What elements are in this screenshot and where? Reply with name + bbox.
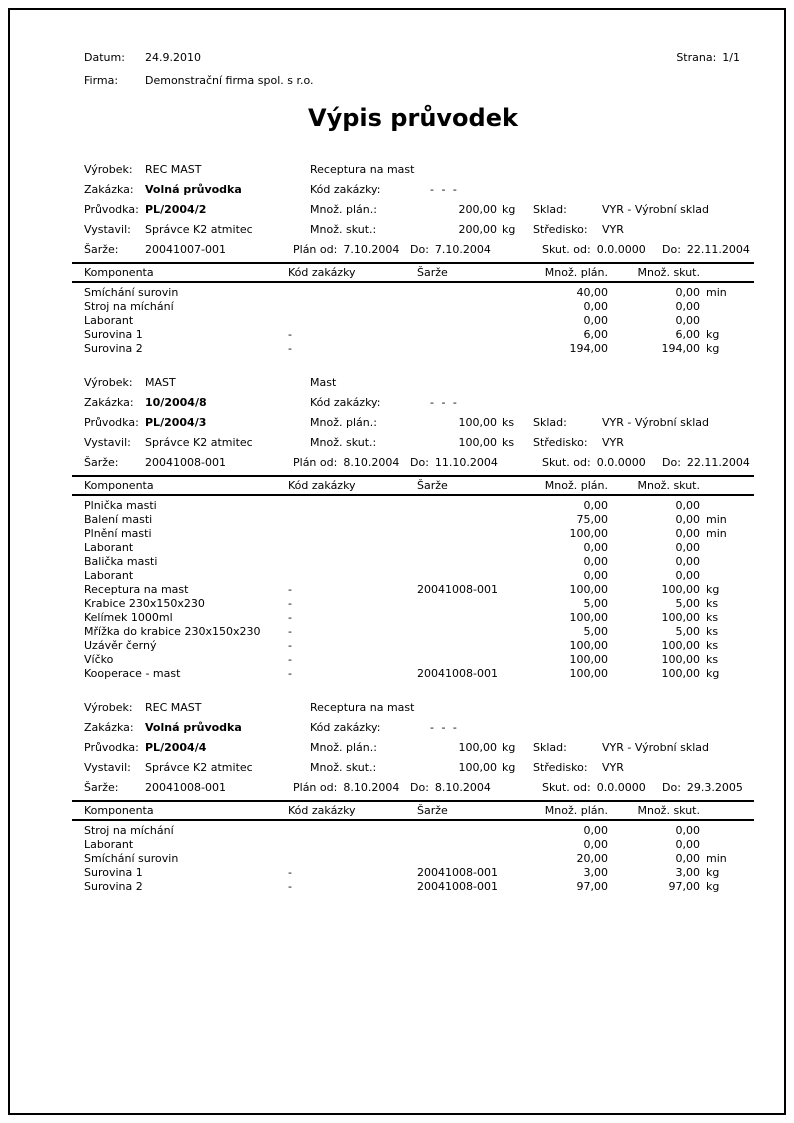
mnoz-plan-unit: ks (502, 416, 515, 429)
component-unit: ks (706, 625, 719, 638)
report-page (8, 8, 786, 1115)
component-mnoz-skut: 5,00 (675, 625, 700, 638)
component-row (72, 541, 754, 555)
vyrobek-row (72, 373, 754, 393)
pruvodka-row (72, 413, 754, 433)
component-mnoz-skut: 0,00 (675, 541, 700, 554)
sklad-label: Sklad: (533, 416, 567, 429)
vyrobek-value: REC MAST (145, 163, 202, 176)
sarze-label: Šarže: (84, 243, 119, 256)
component-mnoz-plan: 97,00 (576, 880, 608, 893)
vyrobek-popis: Receptura na mast (310, 163, 415, 176)
mnoz-skut-unit: kg (502, 223, 516, 236)
skut-od-label: Skut. od: (542, 781, 591, 794)
component-mnoz-plan: 40,00 (576, 286, 608, 299)
component-unit: kg (706, 866, 720, 879)
plan-do (410, 778, 491, 798)
mnoz-plan-value: 100,00 (458, 741, 497, 754)
component-mnoz-plan: 5,00 (583, 597, 608, 610)
component-kod-zakazky: - (288, 667, 292, 680)
component-name: Laborant (84, 569, 134, 582)
vyrobek-value: REC MAST (145, 701, 202, 714)
vystavil-label: Vystavil: (84, 761, 131, 774)
mnoz-skut-unit: ks (502, 436, 515, 449)
plan-od-value: 8.10.2004 (343, 781, 400, 794)
component-mnoz-plan: 3,00 (583, 866, 608, 879)
plan-do (410, 240, 491, 260)
component-row (72, 852, 754, 866)
vyrobek-popis: Receptura na mast (310, 701, 415, 714)
pruvodka-value: PL/2004/2 (145, 203, 207, 216)
component-row (72, 314, 754, 328)
firm-value: Demonstrační firma spol. s r.o. (145, 74, 314, 87)
component-row (72, 838, 754, 852)
firm-label: Firma: (84, 74, 119, 87)
component-sarze: 20041008-001 (417, 583, 498, 596)
order-block (72, 160, 754, 356)
component-mnoz-skut: 0,00 (675, 569, 700, 582)
page-number (676, 46, 740, 69)
skut-od (542, 240, 646, 260)
skut-do (662, 453, 750, 473)
plan-od (293, 778, 399, 798)
komponenta-header: Komponenta (84, 479, 154, 492)
sklad-value: VYR - Výrobní sklad (602, 203, 709, 216)
component-mnoz-plan: 20,00 (576, 852, 608, 865)
vystavil-row (72, 758, 754, 778)
skut-do (662, 240, 750, 260)
plan-do-value: 8.10.2004 (434, 781, 491, 794)
vyrobek-row (72, 698, 754, 718)
component-kod-zakazky: - (288, 866, 292, 879)
component-mnoz-plan: 100,00 (569, 527, 608, 540)
sarze-header: Šarže (417, 479, 448, 492)
vystavil-label: Vystavil: (84, 436, 131, 449)
mnoz-skut-value: 200,00 (458, 223, 497, 236)
component-mnoz-skut: 100,00 (661, 639, 700, 652)
vystavil-row (72, 433, 754, 453)
vyrobek-value: MAST (145, 376, 176, 389)
component-unit: ks (706, 653, 719, 666)
kod-zakazky-header: Kód zakázky (288, 804, 356, 817)
zakazka-value: 10/2004/8 (145, 396, 207, 409)
component-unit: kg (706, 880, 720, 893)
plan-do-value: 11.10.2004 (434, 456, 498, 469)
component-mnoz-skut: 0,00 (675, 527, 700, 540)
mnoz-plan-header: Množ. plán. (544, 804, 608, 817)
report-header (72, 10, 754, 92)
date-value: 24.9.2010 (145, 51, 201, 64)
component-name: Receptura na mast (84, 583, 189, 596)
component-mnoz-skut: 3,00 (675, 866, 700, 879)
component-row (72, 611, 754, 625)
component-name: Plnička masti (84, 499, 157, 512)
zakazka-row (72, 180, 754, 200)
component-unit: min (706, 513, 727, 526)
component-mnoz-skut: 0,00 (675, 838, 700, 851)
sarze-label: Šarže: (84, 456, 119, 469)
sarze-row (72, 778, 754, 798)
component-mnoz-skut: 0,00 (675, 555, 700, 568)
component-mnoz-plan: 0,00 (583, 499, 608, 512)
component-mnoz-skut: 0,00 (675, 852, 700, 865)
kod-zakazky-header: Kód zakázky (288, 479, 356, 492)
vyrobek-row (72, 160, 754, 180)
components-header-row (72, 477, 754, 496)
component-unit: min (706, 286, 727, 299)
component-row (72, 342, 754, 356)
skut-do-label: Do: (662, 781, 681, 794)
component-name: Stroj na míchání (84, 824, 174, 837)
zakazka-label: Zakázka: (84, 396, 134, 409)
pruvodka-row (72, 200, 754, 220)
component-mnoz-skut: 5,00 (675, 597, 700, 610)
component-mnoz-skut: 100,00 (661, 611, 700, 624)
component-mnoz-skut: 0,00 (675, 314, 700, 327)
mnoz-skut-label: Množ. skut.: (310, 761, 377, 774)
page-number-label: Strana: (676, 51, 717, 64)
component-name: Krabice 230x150x230 (84, 597, 205, 610)
component-mnoz-plan: 0,00 (583, 314, 608, 327)
component-mnoz-plan: 100,00 (569, 611, 608, 624)
sarze-header: Šarže (417, 266, 448, 279)
components-body (72, 821, 754, 894)
component-name: Surovina 1 (84, 328, 143, 341)
component-mnoz-plan: 0,00 (583, 824, 608, 837)
component-row (72, 499, 754, 513)
component-row (72, 639, 754, 653)
zakazka-label: Zakázka: (84, 721, 134, 734)
vystavil-row (72, 220, 754, 240)
vyrobek-label: Výrobek: (84, 163, 133, 176)
component-mnoz-plan: 100,00 (569, 639, 608, 652)
stredisko-label: Středisko: (533, 761, 588, 774)
kod-zakazky-label: Kód zakázky: (310, 721, 381, 734)
mnoz-plan-label: Množ. plán.: (310, 416, 377, 429)
component-kod-zakazky: - (288, 328, 292, 341)
mnoz-skut-value: 100,00 (458, 436, 497, 449)
component-name: Smíchání surovin (84, 286, 179, 299)
kod-zakazky-label: Kód zakázky: (310, 396, 381, 409)
component-mnoz-plan: 0,00 (583, 300, 608, 313)
component-name: Uzávěr černý (84, 639, 157, 652)
component-name: Surovina 2 (84, 880, 143, 893)
stredisko-label: Středisko: (533, 436, 588, 449)
pruvodka-label: Průvodka: (84, 416, 139, 429)
component-row (72, 667, 754, 681)
plan-od-label: Plán od: (293, 781, 338, 794)
sarze-header: Šarže (417, 804, 448, 817)
page-number-value: 1/1 (722, 51, 740, 64)
sarze-row (72, 240, 754, 260)
stredisko-value: VYR (602, 223, 624, 236)
zakazka-value: Volná průvodka (145, 721, 242, 734)
component-mnoz-skut: 0,00 (675, 286, 700, 299)
component-mnoz-skut: 6,00 (675, 328, 700, 341)
component-mnoz-plan: 194,00 (569, 342, 608, 355)
component-mnoz-plan: 100,00 (569, 667, 608, 680)
komponenta-header: Komponenta (84, 266, 154, 279)
component-row (72, 300, 754, 314)
plan-do-label: Do: (410, 243, 429, 256)
date-label: Datum: (84, 51, 125, 64)
component-mnoz-skut: 0,00 (675, 824, 700, 837)
stredisko-label: Středisko: (533, 223, 588, 236)
plan-do-value: 7.10.2004 (434, 243, 491, 256)
vystavil-value: Správce K2 atmitec (145, 223, 253, 236)
mnoz-plan-value: 100,00 (458, 416, 497, 429)
component-row (72, 625, 754, 639)
plan-do (410, 453, 498, 473)
skut-od (542, 778, 646, 798)
mnoz-plan-header: Množ. plán. (544, 266, 608, 279)
component-mnoz-plan: 0,00 (583, 569, 608, 582)
skut-od-label: Skut. od: (542, 243, 591, 256)
mnoz-skut-unit: kg (502, 761, 516, 774)
stredisko-value: VYR (602, 761, 624, 774)
components-header-row (72, 264, 754, 283)
component-unit: ks (706, 597, 719, 610)
component-name: Mřížka do krabice 230x150x230 (84, 625, 261, 638)
component-kod-zakazky: - (288, 342, 292, 355)
mnoz-skut-header: Množ. skut. (637, 266, 700, 279)
component-sarze: 20041008-001 (417, 880, 498, 893)
component-unit: min (706, 527, 727, 540)
order-block (72, 698, 754, 894)
component-sarze: 20041008-001 (417, 866, 498, 879)
pruvodka-value: PL/2004/4 (145, 741, 207, 754)
zakazka-row (72, 393, 754, 413)
sarze-value: 20041007-001 (145, 243, 226, 256)
component-row (72, 527, 754, 541)
plan-od (293, 453, 399, 473)
component-kod-zakazky: - (288, 880, 292, 893)
component-kod-zakazky: - (288, 611, 292, 624)
component-name: Plnění masti (84, 527, 152, 540)
order-info (72, 160, 754, 264)
component-mnoz-skut: 100,00 (661, 653, 700, 666)
order-block (72, 373, 754, 681)
vystavil-value: Správce K2 atmitec (145, 436, 253, 449)
component-mnoz-plan: 0,00 (583, 838, 608, 851)
component-mnoz-plan: 5,00 (583, 625, 608, 638)
component-mnoz-plan: 6,00 (583, 328, 608, 341)
skut-od-label: Skut. od: (542, 456, 591, 469)
component-row (72, 583, 754, 597)
order-info (72, 373, 754, 477)
component-name: Laborant (84, 838, 134, 851)
component-mnoz-skut: 0,00 (675, 513, 700, 526)
sarze-row (72, 453, 754, 473)
components-body (72, 496, 754, 681)
zakazka-label: Zakázka: (84, 183, 134, 196)
component-name: Surovina 1 (84, 866, 143, 879)
component-name: Laborant (84, 314, 134, 327)
pruvodka-row (72, 738, 754, 758)
vyrobek-label: Výrobek: (84, 701, 133, 714)
component-row (72, 880, 754, 894)
zakazka-value: Volná průvodka (145, 183, 242, 196)
component-mnoz-skut: 97,00 (668, 880, 700, 893)
component-row (72, 597, 754, 611)
skut-do (662, 778, 743, 798)
component-row (72, 653, 754, 667)
component-mnoz-plan: 100,00 (569, 583, 608, 596)
component-kod-zakazky: - (288, 583, 292, 596)
mnoz-skut-label: Množ. skut.: (310, 223, 377, 236)
component-kod-zakazky: - (288, 639, 292, 652)
mnoz-plan-unit: kg (502, 741, 516, 754)
component-row (72, 569, 754, 583)
skut-do-label: Do: (662, 243, 681, 256)
component-name: Surovina 2 (84, 342, 143, 355)
sklad-label: Sklad: (533, 741, 567, 754)
component-mnoz-skut: 0,00 (675, 300, 700, 313)
component-name: Víčko (84, 653, 114, 666)
component-name: Balení masti (84, 513, 153, 526)
mnoz-plan-label: Množ. plán.: (310, 203, 377, 216)
report-title: Výpis průvodek (308, 104, 518, 132)
mnoz-skut-header: Množ. skut. (637, 479, 700, 492)
components-body (72, 283, 754, 356)
component-unit: kg (706, 667, 720, 680)
mnoz-plan-value: 200,00 (458, 203, 497, 216)
component-name: Laborant (84, 541, 134, 554)
component-mnoz-plan: 75,00 (576, 513, 608, 526)
plan-do-label: Do: (410, 781, 429, 794)
mnoz-skut-label: Množ. skut.: (310, 436, 377, 449)
component-unit: min (706, 852, 727, 865)
component-name: Balička masti (84, 555, 158, 568)
component-unit: ks (706, 611, 719, 624)
mnoz-skut-header: Množ. skut. (637, 804, 700, 817)
component-row (72, 328, 754, 342)
kod-zakazky-value: - - - (430, 396, 459, 409)
plan-od-value: 7.10.2004 (343, 243, 400, 256)
component-kod-zakazky: - (288, 625, 292, 638)
skut-od-value: 0.0.0000 (596, 781, 646, 794)
plan-do-label: Do: (410, 456, 429, 469)
component-row (72, 286, 754, 300)
pruvodka-value: PL/2004/3 (145, 416, 207, 429)
pruvodka-label: Průvodka: (84, 741, 139, 754)
component-name: Stroj na míchání (84, 300, 174, 313)
mnoz-skut-value: 100,00 (458, 761, 497, 774)
component-mnoz-skut: 100,00 (661, 667, 700, 680)
vyrobek-label: Výrobek: (84, 376, 133, 389)
vyrobek-popis: Mast (310, 376, 337, 389)
sklad-value: VYR - Výrobní sklad (602, 741, 709, 754)
plan-od-value: 8.10.2004 (343, 456, 400, 469)
component-unit: kg (706, 583, 720, 596)
component-name: Kelímek 1000ml (84, 611, 173, 624)
stredisko-value: VYR (602, 436, 624, 449)
skut-do-value: 29.3.2005 (686, 781, 743, 794)
mnoz-plan-header: Množ. plán. (544, 479, 608, 492)
component-mnoz-plan: 100,00 (569, 653, 608, 666)
sarze-value: 20041008-001 (145, 781, 226, 794)
component-row (72, 555, 754, 569)
sarze-label: Šarže: (84, 781, 119, 794)
plan-od-label: Plán od: (293, 456, 338, 469)
component-unit: ks (706, 639, 719, 652)
sklad-label: Sklad: (533, 203, 567, 216)
component-mnoz-plan: 0,00 (583, 555, 608, 568)
component-row (72, 866, 754, 880)
component-mnoz-skut: 100,00 (661, 583, 700, 596)
component-name: Kooperace - mast (84, 667, 181, 680)
component-kod-zakazky: - (288, 653, 292, 666)
components-header-row (72, 802, 754, 821)
kod-zakazky-value: - - - (430, 721, 459, 734)
sklad-value: VYR - Výrobní sklad (602, 416, 709, 429)
sarze-value: 20041008-001 (145, 456, 226, 469)
component-unit: kg (706, 342, 720, 355)
vystavil-label: Vystavil: (84, 223, 131, 236)
plan-od (293, 240, 399, 260)
pruvodka-label: Průvodka: (84, 203, 139, 216)
component-mnoz-skut: 0,00 (675, 499, 700, 512)
mnoz-plan-unit: kg (502, 203, 516, 216)
komponenta-header: Komponenta (84, 804, 154, 817)
component-sarze: 20041008-001 (417, 667, 498, 680)
skut-od-value: 0.0.0000 (596, 243, 646, 256)
skut-od (542, 453, 646, 473)
date-row (72, 46, 754, 69)
order-info (72, 698, 754, 802)
firm-row (72, 69, 754, 92)
plan-od-label: Plán od: (293, 243, 338, 256)
skut-od-value: 0.0.0000 (596, 456, 646, 469)
report-content (72, 10, 754, 894)
kod-zakazky-value: - - - (430, 183, 459, 196)
component-mnoz-plan: 0,00 (583, 541, 608, 554)
kod-zakazky-label: Kód zakázky: (310, 183, 381, 196)
mnoz-plan-label: Množ. plán.: (310, 741, 377, 754)
kod-zakazky-header: Kód zakázky (288, 266, 356, 279)
component-name: Smíchání surovin (84, 852, 179, 865)
vystavil-value: Správce K2 atmitec (145, 761, 253, 774)
component-row (72, 824, 754, 838)
zakazka-row (72, 718, 754, 738)
component-kod-zakazky: - (288, 597, 292, 610)
component-mnoz-skut: 194,00 (661, 342, 700, 355)
component-unit: kg (706, 328, 720, 341)
orders-container (72, 160, 754, 894)
skut-do-label: Do: (662, 456, 681, 469)
skut-do-value: 22.11.2004 (686, 456, 750, 469)
component-row (72, 513, 754, 527)
skut-do-value: 22.11.2004 (686, 243, 750, 256)
